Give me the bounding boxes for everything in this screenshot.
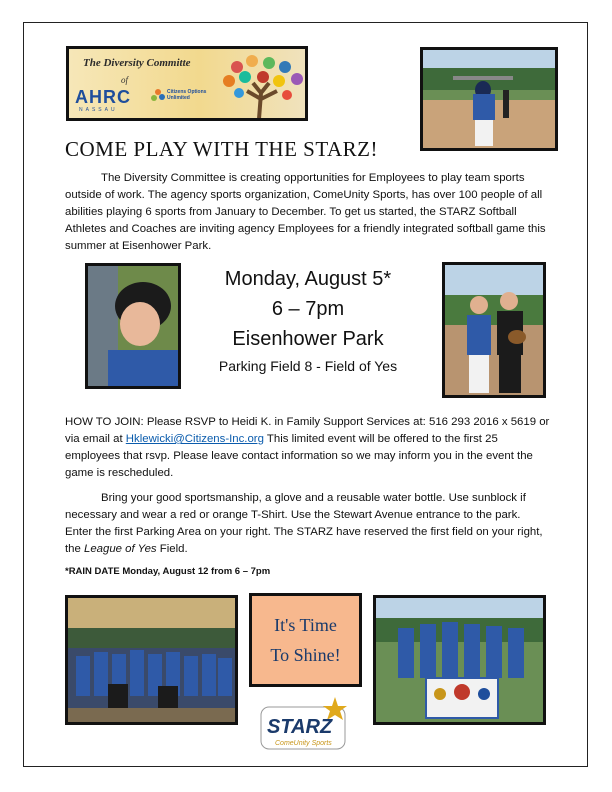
bring-text: Bring your good sportsmanship, a glove and a reusable water bottle. Use sunblock if necessary and wear a red or orange T-Shirt. Use the Stewart Avenue entrance to the park. Enter the first Parking Area on your right. The STARZ have reserved the first field on your right, the	[65, 492, 543, 555]
photo-team-banner	[373, 595, 546, 725]
page-title: COME PLAY WITH THE STARZ!	[65, 137, 378, 161]
bring-paragraph	[65, 490, 550, 558]
citizens-flower-icon	[151, 89, 165, 103]
starz-logo	[257, 697, 353, 753]
starz-tagline: ComeUnity Sports	[275, 740, 332, 747]
how-to-join-paragraph	[65, 414, 550, 482]
event-place: Eisenhower Park	[232, 328, 384, 350]
starz-word: STARZ	[267, 716, 333, 738]
photo-team-sunset	[65, 595, 238, 725]
bring-text-after: Field.	[156, 543, 188, 555]
shine-line-2: To Shine!	[270, 645, 341, 665]
photo-player-helmet	[85, 263, 181, 389]
photo-player-running	[420, 47, 558, 151]
intro-paragraph	[65, 170, 550, 255]
how-to-join-text: HOW TO JOIN: Please RSVP to Heidi K. in Family Support Services at: 516 293 2016 x 5619 or via email at	[65, 416, 550, 445]
event-field: Parking Field 8 - Field of Yes	[218, 358, 398, 374]
email-link[interactable]: Hklewicki@Citizens-Inc.org	[125, 433, 264, 445]
time-to-shine-box	[249, 593, 362, 687]
rain-date: *RAIN DATE Monday, August 12 from 6 – 7pm	[65, 566, 271, 577]
league-of-yes-text: League of Yes	[84, 543, 157, 555]
diversity-committee-logo	[66, 46, 308, 121]
logo-of-text: of	[121, 75, 129, 85]
event-date: Monday, August 5*	[224, 268, 392, 290]
logo-ahrc-text: AHRC	[75, 87, 131, 107]
event-time: 6 – 7pm	[271, 298, 345, 320]
intro-text: The Diversity Committee is creating opportunities for Employees to play team sports outside of work. The agency sports organization, ComeUnity Sports, has over 100 people of all abilities playing 6 sports from January to December. To get us started, the STARZ Softball Athletes and Coaches are inviting agency Employees for a friendly integrated softball game this summer at Eisenhower Park.	[65, 172, 546, 252]
logo-citizens-text: Citizens Options Unlimited	[167, 89, 207, 101]
photo-two-players	[442, 262, 546, 398]
tree-of-hands-icon	[217, 53, 307, 119]
logo-committee-text: The Diversity Committe	[83, 57, 191, 69]
how-to-join-text-after: This limited event will be offered to the first 25 employees that rsvp. Please leave contact information so we may inform you in the event the game is rescheduled.	[65, 433, 533, 479]
logo-nassau-text: NASSAU	[79, 107, 118, 113]
shine-line-1: It's Time	[274, 615, 337, 635]
